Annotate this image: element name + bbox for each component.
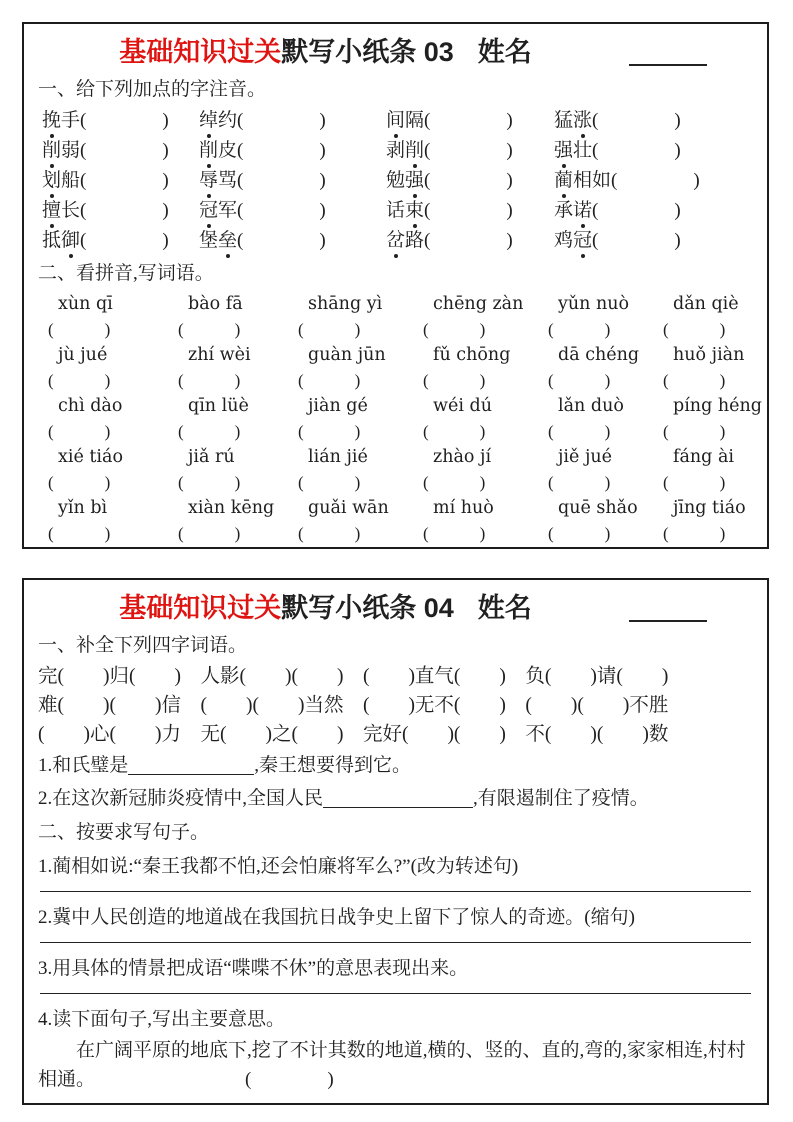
pinyin-text: jiě jué — [558, 447, 612, 467]
zhuyin-item — [386, 226, 554, 256]
zhuyin-item — [199, 196, 386, 226]
answer-paren: ( ) — [178, 320, 241, 339]
answer-paren: ( ) — [548, 371, 611, 390]
pinyin-text: jiǎ rú — [188, 447, 235, 467]
question-text: 1.蔺相如说:“秦王我都不怕,还会怕廉将军么?”(改为转述句) — [38, 856, 519, 877]
pinyin-item — [423, 495, 558, 546]
reading-passage — [38, 1036, 753, 1094]
pinyin-item — [178, 495, 308, 546]
answer-paren: ( ) — [298, 524, 361, 543]
pinyin-item — [48, 393, 188, 444]
pinyin-item — [548, 393, 673, 444]
answer-paren: ( ) — [237, 170, 326, 191]
zhuyin-item — [386, 136, 554, 166]
answer-paren: ( ) — [237, 110, 326, 131]
pinyin-item — [178, 291, 308, 342]
answer-paren: ( ) — [298, 473, 361, 492]
pinyin-item — [298, 495, 433, 546]
pinyin-text: xùn qī — [58, 294, 113, 314]
pinyin-text: shāng yì — [308, 294, 383, 314]
answer-paren: ( ) — [423, 524, 486, 543]
zhuyin-word-grid — [38, 106, 753, 256]
pinyin-row — [48, 342, 753, 393]
worksheet-04 — [22, 578, 769, 1105]
dotted-character: 蔺 — [554, 166, 573, 196]
answer-line — [40, 890, 751, 892]
answer-paren: ( ) — [80, 140, 169, 161]
zhuyin-item — [42, 136, 199, 166]
pinyin-item — [178, 393, 308, 444]
dotted-character: 御 — [61, 226, 80, 256]
zhuyin-item — [554, 106, 753, 136]
pinyin-text: yǐn bì — [58, 498, 108, 518]
character: 弱 — [61, 140, 81, 161]
dotted-character: 强 — [405, 166, 424, 196]
pinyin-text: yǔn nuò — [558, 294, 630, 314]
answer-paren: ( ) — [80, 200, 169, 221]
answer-paren: ( ) — [592, 230, 681, 251]
answer-paren: ( ) — [178, 473, 241, 492]
zhuyin-item — [199, 166, 386, 196]
pinyin-row — [48, 444, 753, 495]
pinyin-text: bào fā — [188, 294, 243, 314]
dotted-character: 诺 — [573, 196, 592, 226]
pinyin-item — [548, 342, 673, 393]
answer-paren: ( ) — [663, 371, 726, 390]
pinyin-item — [48, 291, 188, 342]
dotted-character: 划 — [42, 166, 61, 196]
pinyin-item — [548, 291, 673, 342]
character: 皮 — [218, 140, 238, 161]
dotted-character: 削 — [199, 136, 218, 166]
character: 军 — [218, 200, 238, 221]
blank-underline — [323, 787, 473, 808]
worksheet-03 — [22, 22, 769, 549]
answer-paren: ( ) — [663, 320, 726, 339]
character: 鸡 — [554, 230, 574, 251]
sentence-pre: 2.在这次新冠肺炎疫情中,全国人民 — [38, 788, 324, 809]
answer-paren: ( ) — [424, 230, 513, 251]
dotted-character: 辱 — [199, 166, 218, 196]
header-title: 默写小纸条 04 — [281, 593, 454, 623]
pinyin-text: quē shǎo — [558, 498, 638, 518]
idiom-completion-line: ( )心( )力 无( )之( ) 完好( )( ) 不( )( )数 — [38, 724, 669, 745]
dotted-character: 擅 — [42, 196, 61, 226]
answer-paren: ( ) — [592, 200, 681, 221]
fill-in-blank-list — [38, 749, 753, 815]
answer-paren: ( ) — [424, 170, 513, 191]
zhuyin-item — [42, 166, 199, 196]
pinyin-text: qīn lüè — [188, 396, 249, 416]
blank-underline — [128, 754, 254, 775]
pinyin-text: huǒ jiàn — [673, 345, 745, 365]
answer-paren: ( ) — [548, 422, 611, 441]
answer-paren: ( ) — [424, 110, 513, 131]
pinyin-text: jiàn gé — [308, 396, 368, 416]
character: 承 — [554, 200, 574, 221]
pinyin-row — [48, 495, 753, 546]
pinyin-text: lǎn duò — [558, 396, 624, 416]
character: 如 — [592, 170, 612, 191]
header-highlight: 基础知识过关 — [119, 593, 282, 623]
pinyin-item — [663, 393, 762, 444]
answer-paren: ( ) — [178, 422, 241, 441]
sentence-pre: 1.和氏璧是 — [38, 755, 129, 776]
character: 手 — [61, 110, 81, 131]
pinyin-item — [298, 342, 433, 393]
dotted-character: 削 — [42, 136, 61, 166]
answer-paren: ( ) — [48, 473, 111, 492]
idiom-completion-lines — [38, 662, 753, 749]
answer-paren: ( ) — [178, 524, 241, 543]
answer-paren: ( ) — [237, 140, 326, 161]
answer-paren: ( ) — [80, 170, 169, 191]
answer-paren: ( ) — [423, 371, 486, 390]
pinyin-text: xié tiáo — [58, 447, 123, 467]
zhuyin-item — [199, 226, 386, 256]
zhuyin-item — [42, 226, 199, 256]
zhuyin-item — [42, 106, 199, 136]
answer-paren: ( ) — [80, 110, 169, 131]
dotted-character: 冠 — [573, 226, 592, 256]
answer-line — [40, 992, 751, 994]
pinyin-item — [298, 444, 433, 495]
header-title: 默写小纸条 03 — [281, 37, 454, 67]
pinyin-item — [423, 342, 558, 393]
answer-paren: ( ) — [423, 320, 486, 339]
answer-paren: ( ) — [178, 371, 241, 390]
sentence-post: ,秦王想要得到它。 — [254, 755, 412, 776]
pinyin-item — [298, 393, 433, 444]
answer-paren: ( ) — [548, 524, 611, 543]
zhuyin-item — [199, 136, 386, 166]
pinyin-item — [178, 342, 308, 393]
question-text: 2.冀中人民创造的地道战在我国抗日战争史上留下了惊人的奇迹。(缩句) — [38, 907, 635, 928]
dotted-character: 削 — [405, 136, 424, 166]
answer-paren: ( ) — [298, 422, 361, 441]
dotted-character: 岔 — [386, 226, 405, 256]
pinyin-item — [663, 495, 753, 546]
pinyin-item — [548, 495, 673, 546]
passage-answer-paren: ( ) — [245, 1069, 334, 1090]
pinyin-item — [663, 444, 753, 495]
answer-paren: ( ) — [592, 110, 681, 131]
answer-line — [40, 941, 751, 943]
answer-paren: ( ) — [424, 140, 513, 161]
pinyin-item — [48, 342, 188, 393]
sheet2-header — [38, 588, 753, 628]
pinyin-text: jīng tiáo — [673, 498, 746, 518]
dotted-character: 间 — [386, 106, 405, 136]
pinyin-item — [548, 444, 673, 495]
pinyin-text: zhí wèi — [188, 345, 251, 365]
idiom-completion-line: 难( )( )信 ( )( )当然 ( )无不( ) ( )( )不胜 — [38, 695, 669, 716]
answer-paren: ( ) — [48, 524, 111, 543]
pinyin-item — [663, 291, 753, 342]
answer-paren: ( ) — [423, 473, 486, 492]
pinyin-item — [48, 495, 188, 546]
pinyin-text: mí huò — [433, 498, 494, 518]
pinyin-item — [663, 342, 753, 393]
pinyin-item — [423, 393, 558, 444]
pinyin-text: chēng zàn — [433, 294, 524, 314]
character: 约 — [218, 110, 238, 131]
sentence-post: ,有限遏制住了疫情。 — [473, 788, 649, 809]
zhuyin-item — [554, 136, 753, 166]
zhuyin-item — [554, 166, 753, 196]
dotted-character: 冠 — [199, 196, 218, 226]
answer-paren: ( ) — [80, 230, 169, 251]
pinyin-item — [423, 291, 558, 342]
fill-in-blank-sentence — [38, 782, 753, 815]
question-text: 4.读下面句子,写出主要意思。 — [38, 1009, 286, 1030]
zhuyin-item — [199, 106, 386, 136]
sentence-question-list — [38, 853, 753, 1034]
dotted-character: 束 — [405, 196, 424, 226]
name-label: 姓名 — [477, 593, 532, 623]
answer-paren: ( ) — [592, 140, 681, 161]
zhuyin-item — [42, 196, 199, 226]
pinyin-text: fǔ chōng — [433, 345, 511, 365]
answer-paren: ( ) — [663, 422, 726, 441]
answer-paren: ( ) — [298, 371, 361, 390]
pinyin-item — [423, 444, 558, 495]
character: 长 — [61, 200, 81, 221]
name-label: 姓名 — [477, 37, 532, 67]
dotted-character: 绰 — [199, 106, 218, 136]
character: 壮 — [573, 140, 593, 161]
pinyin-row — [48, 291, 753, 342]
zhuyin-item — [386, 196, 554, 226]
character: 相 — [573, 170, 593, 191]
character: 猛 — [554, 110, 574, 131]
answer-paren: ( ) — [48, 320, 111, 339]
idiom-completion-line: 完( )归( ) 人影( )( ) ( )直气( ) 负( )请( ) — [38, 666, 669, 687]
section1-heading: 一、补全下列四字词语。 — [38, 635, 248, 656]
character: 堡 — [199, 230, 219, 251]
section1-heading: 一、给下列加点的字注音。 — [38, 79, 267, 100]
pinyin-item — [298, 291, 433, 342]
answer-paren: ( ) — [237, 200, 326, 221]
pinyin-item — [178, 444, 308, 495]
answer-paren: ( ) — [663, 473, 726, 492]
pinyin-text: chì dào — [58, 396, 123, 416]
answer-paren: ( ) — [48, 422, 111, 441]
answer-paren: ( ) — [423, 422, 486, 441]
passage-text: 在广阔平原的地底下,挖了不计其数的地道,横的、竖的、直的,弯的,家家相连,村村相通。 — [38, 1040, 746, 1090]
character: 抵 — [42, 230, 62, 251]
answer-paren: ( ) — [424, 200, 513, 221]
pinyin-text: jù jué — [58, 345, 108, 365]
pinyin-text: lián jié — [308, 447, 368, 467]
answer-paren: ( ) — [237, 230, 326, 251]
answer-paren: ( ) — [611, 170, 700, 191]
dotted-character: 涨 — [573, 106, 592, 136]
pinyin-text: xiàn kēng — [188, 498, 275, 518]
dotted-character: 垒 — [218, 226, 237, 256]
character: 隔 — [405, 110, 425, 131]
name-underline — [629, 64, 707, 66]
character: 勉 — [386, 170, 406, 191]
zhuyin-item — [386, 106, 554, 136]
answer-paren: ( ) — [48, 371, 111, 390]
fill-in-blank-sentence — [38, 749, 753, 782]
pinyin-item — [48, 444, 188, 495]
pinyin-row — [48, 393, 762, 444]
character: 骂 — [218, 170, 238, 191]
pinyin-text: guàn jūn — [308, 345, 386, 365]
character: 船 — [61, 170, 81, 191]
answer-paren: ( ) — [548, 473, 611, 492]
answer-paren: ( ) — [298, 320, 361, 339]
zhuyin-item — [554, 196, 753, 226]
pinyin-text: dā chéng — [558, 345, 640, 365]
character: 剥 — [386, 140, 406, 161]
pinyin-text: fáng ài — [673, 447, 734, 467]
pinyin-grid — [38, 291, 762, 546]
answer-paren: ( ) — [548, 320, 611, 339]
dotted-character: 挽 — [42, 106, 61, 136]
pinyin-text: wéi dú — [433, 396, 492, 416]
name-underline — [629, 620, 707, 622]
pinyin-text: guǎi wān — [308, 498, 389, 518]
pinyin-text: dǎn qiè — [673, 294, 739, 314]
section2-heading: 二、按要求写句子。 — [38, 822, 210, 843]
section2-heading: 二、看拼音,写词语。 — [38, 263, 214, 284]
question-text: 3.用具体的情景把成语“喋喋不休”的意思表现出来。 — [38, 958, 469, 979]
zhuyin-item — [554, 226, 753, 256]
zhuyin-item — [386, 166, 554, 196]
pinyin-text: zhào jí — [433, 447, 492, 467]
dotted-character: 强 — [554, 136, 573, 166]
answer-paren: ( ) — [663, 524, 726, 543]
sheet1-header — [38, 32, 753, 72]
pinyin-text: píng héng — [673, 396, 762, 416]
character: 路 — [405, 230, 425, 251]
character: 话 — [386, 200, 406, 221]
header-highlight: 基础知识过关 — [119, 37, 282, 67]
